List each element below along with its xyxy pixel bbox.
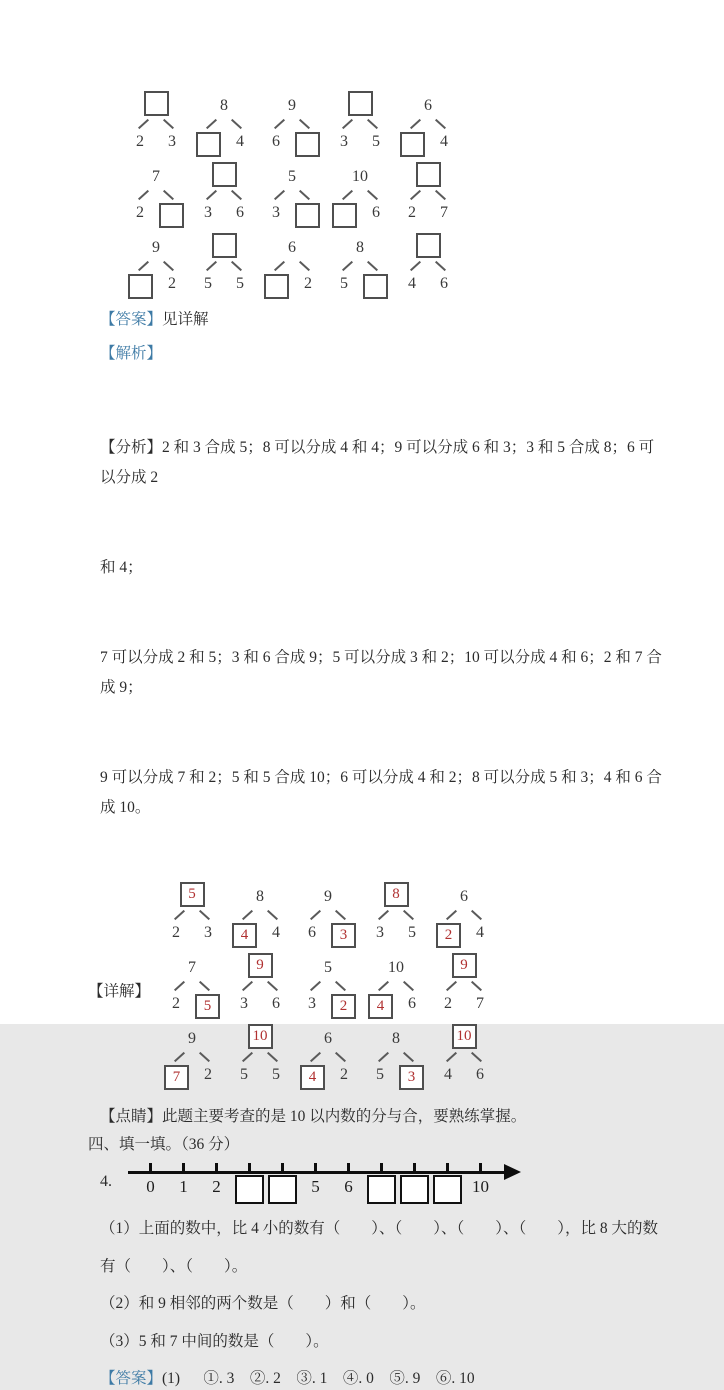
tick-mark	[479, 1163, 482, 1172]
number-label: 3	[308, 995, 316, 1012]
number-label: 7	[476, 995, 484, 1012]
tick-mark	[248, 1163, 251, 1172]
answer-box-filled: 10	[452, 1024, 477, 1049]
branch-line-icon	[435, 190, 446, 200]
answer-box-filled: 10	[248, 1024, 273, 1049]
branch-line-icon	[267, 1052, 278, 1062]
number-label: 2	[408, 204, 416, 221]
branch-line-icon	[299, 119, 310, 129]
branch-line-icon	[310, 910, 321, 920]
number-line-slot	[200, 1163, 233, 1204]
analysis-label-line	[100, 343, 664, 365]
decomposition-tree	[300, 1025, 356, 1090]
decomposition-tree	[400, 234, 456, 299]
number-label: 9	[152, 239, 160, 256]
answer-ref-line	[100, 309, 664, 331]
decomposition-tree	[196, 163, 252, 228]
answer-box-filled: 5	[180, 882, 205, 907]
branch-line-icon	[378, 1052, 389, 1062]
branch-line-icon	[335, 910, 346, 920]
fill-in-box	[367, 1175, 396, 1204]
number-label: 8	[256, 888, 264, 905]
answer-box-filled: 4	[300, 1065, 325, 1090]
decomposition-tree	[300, 883, 356, 948]
number-line-slot	[299, 1163, 332, 1204]
branch-line-icon	[163, 190, 174, 200]
number-label: 4	[272, 924, 280, 941]
branch-line-icon	[274, 261, 285, 271]
number-label: 3	[204, 204, 212, 221]
branch-line-icon	[299, 261, 310, 271]
decomposition-tree	[128, 163, 184, 228]
number-label: 2	[340, 1066, 348, 1083]
decomposition-tree	[196, 92, 252, 157]
tick-label: 6	[344, 1177, 353, 1196]
branch-line-icon	[342, 190, 353, 200]
answer-box-empty	[128, 274, 153, 299]
decomposition-tree	[436, 954, 492, 1019]
number-label: 3	[340, 133, 348, 150]
final-answer-values: (1) ①. 3 ②. 2 ③. 1 ④. 0 ⑤. 9 ⑥. 10	[162, 1370, 475, 1387]
branch-line-icon	[231, 190, 242, 200]
branch-line-icon	[138, 261, 149, 271]
number-line-slot	[134, 1163, 167, 1204]
decomposition-tree	[368, 883, 424, 948]
number-label: 6	[272, 133, 280, 150]
branch-line-icon	[446, 910, 457, 920]
number-label: 2	[172, 995, 180, 1012]
number-label: 4	[408, 275, 416, 292]
branch-line-icon	[446, 1052, 457, 1062]
number-line-slot	[332, 1163, 365, 1204]
tree-row	[164, 1025, 492, 1090]
answer-box-empty	[159, 203, 184, 228]
final-answer-line	[100, 1368, 664, 1390]
number-label: 6	[476, 1066, 484, 1083]
number-label: 5	[372, 133, 380, 150]
decomposition-tree	[436, 1025, 492, 1090]
branch-line-icon	[378, 910, 389, 920]
number-label: 6	[324, 1030, 332, 1047]
branch-line-icon	[410, 190, 421, 200]
branch-line-icon	[231, 261, 242, 271]
number-label: 6	[440, 275, 448, 292]
answer-box-empty	[196, 132, 221, 157]
answer-box-filled: 2	[436, 923, 461, 948]
answer-label: 【答案】	[100, 1370, 163, 1387]
answer-text: 见详解	[162, 311, 209, 328]
answer-box-filled: 8	[384, 882, 409, 907]
decomposition-tree	[332, 92, 388, 157]
branch-line-icon	[335, 981, 346, 991]
tree-row	[128, 163, 664, 228]
number-label: 6	[408, 995, 416, 1012]
arrow-right-icon	[504, 1164, 521, 1180]
branch-line-icon	[335, 1052, 346, 1062]
fill-in-box	[268, 1175, 297, 1204]
number-label: 10	[388, 959, 404, 976]
answer-box-empty	[416, 233, 441, 258]
number-label: 8	[392, 1030, 400, 1047]
answer-box-empty	[400, 132, 425, 157]
tick-mark	[413, 1163, 416, 1172]
branch-line-icon	[242, 910, 253, 920]
number-label: 2	[136, 204, 144, 221]
decomposition-tree	[232, 883, 288, 948]
number-line-slot	[167, 1163, 200, 1204]
number-label: 7	[188, 959, 196, 976]
branch-line-icon	[378, 981, 389, 991]
branch-line-icon	[446, 981, 457, 991]
answer-box-empty	[212, 162, 237, 187]
branch-line-icon	[206, 190, 217, 200]
tip-line: 【点睛】此题主要考查的是 10 以内数的分与合，要熟练掌握。	[100, 1108, 527, 1125]
tick-label: 5	[311, 1177, 320, 1196]
branch-line-icon	[199, 910, 210, 920]
analysis-line: 9 可以分成 7 和 2；5 和 5 合成 10；6 可以分成 4 和 2；8 可以分成 5 和 3；4 和 6 合成 10。	[100, 769, 662, 816]
tick-label: 10	[472, 1177, 489, 1196]
tick-mark	[314, 1163, 317, 1172]
analysis-label: 【解析】	[100, 345, 163, 362]
branch-line-icon	[299, 190, 310, 200]
answer-box-filled: 9	[248, 953, 273, 978]
number-label: 7	[152, 168, 160, 185]
decomposition-tree	[164, 954, 220, 1019]
decomposition-tree	[128, 92, 184, 157]
answer-box-filled: 5	[195, 994, 220, 1019]
numberline-item	[100, 1160, 664, 1210]
decomposition-tree	[300, 954, 356, 1019]
question-line: （2）和 9 相邻的两个数是（ ）和（ ）。	[100, 1295, 426, 1312]
branch-line-icon	[403, 910, 414, 920]
number-label: 6	[308, 924, 316, 941]
number-line-slots	[134, 1163, 497, 1204]
number-label: 2	[204, 1066, 212, 1083]
tick-mark	[446, 1163, 449, 1172]
branch-line-icon	[174, 981, 185, 991]
tick-mark	[149, 1163, 152, 1172]
number-label: 5	[288, 168, 296, 185]
branch-line-icon	[174, 910, 185, 920]
answer-decomposition-grid	[164, 883, 492, 1096]
answer-box-filled: 2	[331, 994, 356, 1019]
number-label: 7	[440, 204, 448, 221]
answer-box-filled: 3	[399, 1065, 424, 1090]
number-line-slot	[266, 1163, 299, 1204]
branch-line-icon	[274, 190, 285, 200]
branch-line-icon	[403, 1052, 414, 1062]
decomposition-tree	[264, 92, 320, 157]
decomposition-tree	[232, 954, 288, 1019]
number-label: 5	[272, 1066, 280, 1083]
decomposition-tree	[400, 92, 456, 157]
branch-line-icon	[267, 981, 278, 991]
number-label: 10	[352, 168, 368, 185]
number-label: 4	[440, 133, 448, 150]
section-title: 四、填一填。（36 分）	[88, 1136, 240, 1153]
number-label: 5	[408, 924, 416, 941]
branch-line-icon	[199, 1052, 210, 1062]
number-line-slot	[365, 1163, 398, 1204]
tick-mark	[182, 1163, 185, 1172]
decomposition-tree	[196, 234, 252, 299]
answer-box-empty	[416, 162, 441, 187]
answer-box-filled: 4	[232, 923, 257, 948]
tree-row	[164, 954, 492, 1019]
decomposition-tree	[164, 1025, 220, 1090]
number-label: 8	[356, 239, 364, 256]
number-label: 6	[272, 995, 280, 1012]
branch-line-icon	[163, 119, 174, 129]
decomposition-tree	[368, 954, 424, 1019]
answer-box-empty	[144, 91, 169, 116]
branch-line-icon	[267, 910, 278, 920]
branch-line-icon	[231, 119, 242, 129]
branch-line-icon	[138, 190, 149, 200]
number-label: 4	[444, 1066, 452, 1083]
number-label: 2	[168, 275, 176, 292]
tick-label: 0	[146, 1177, 155, 1196]
number-label: 5	[204, 275, 212, 292]
number-line	[128, 1160, 538, 1210]
tick-label: 2	[212, 1177, 221, 1196]
number-label: 4	[476, 924, 484, 941]
decomposition-tree	[264, 234, 320, 299]
branch-line-icon	[410, 261, 421, 271]
tick-mark	[281, 1163, 284, 1172]
analysis-paragraph	[100, 373, 664, 883]
branch-line-icon	[471, 910, 482, 920]
branch-line-icon	[471, 981, 482, 991]
number-label: 5	[376, 1066, 384, 1083]
branch-line-icon	[310, 981, 321, 991]
decomposition-tree	[368, 1025, 424, 1090]
answer-box-empty	[295, 203, 320, 228]
answer-box-filled: 4	[368, 994, 393, 1019]
number-label: 3	[240, 995, 248, 1012]
problem-decomposition-grid	[128, 92, 664, 299]
number-label: 3	[272, 204, 280, 221]
branch-line-icon	[342, 261, 353, 271]
branch-line-icon	[242, 1052, 253, 1062]
decomposition-tree	[232, 1025, 288, 1090]
number-label: 9	[288, 97, 296, 114]
question-line: 有（ ）、（ ）。	[100, 1257, 248, 1275]
tick-mark	[380, 1163, 383, 1172]
tree-row	[164, 883, 492, 948]
number-label: 8	[220, 97, 228, 114]
decomposition-tree	[128, 234, 184, 299]
analysis-line: 【分析】2 和 3 合成 5；8 可以分成 4 和 4；9 可以分成 6 和 3；3 和 5 合成 8；6 可以分成 2	[100, 439, 655, 486]
decomposition-tree	[436, 883, 492, 948]
number-label: 5	[240, 1066, 248, 1083]
tick-mark	[347, 1163, 350, 1172]
tick-label: 1	[179, 1177, 188, 1196]
number-label: 9	[188, 1030, 196, 1047]
branch-line-icon	[435, 261, 446, 271]
analysis-line: 和 4；	[100, 559, 143, 576]
number-label: 6	[236, 204, 244, 221]
answer-box-filled: 7	[164, 1065, 189, 1090]
branch-line-icon	[206, 261, 217, 271]
number-label: 2	[304, 275, 312, 292]
analysis-line: 7 可以分成 2 和 5；3 和 6 合成 9；5 可以分成 3 和 2；10 可以分成 4 和 6；2 和 7 合成 9；	[100, 649, 662, 696]
fill-in-box	[235, 1175, 264, 1204]
decomposition-tree	[332, 234, 388, 299]
question-line: （3）5 和 7 中间的数是（ ）。	[100, 1332, 329, 1350]
answer-box-empty	[363, 274, 388, 299]
number-line-slot	[398, 1163, 431, 1204]
branch-line-icon	[471, 1052, 482, 1062]
tree-row	[128, 234, 664, 299]
answer-label: 【答案】	[100, 311, 163, 328]
number-label: 3	[204, 924, 212, 941]
decomposition-tree	[400, 163, 456, 228]
branch-line-icon	[274, 119, 285, 129]
answer-box-empty	[264, 274, 289, 299]
number-label: 5	[340, 275, 348, 292]
number-label: 5	[236, 275, 244, 292]
answer-box-empty	[332, 203, 357, 228]
number-line-slot	[431, 1163, 464, 1204]
number-label: 9	[324, 888, 332, 905]
answer-box-filled: 3	[331, 923, 356, 948]
branch-line-icon	[242, 981, 253, 991]
number-label: 4	[236, 133, 244, 150]
branch-line-icon	[435, 119, 446, 129]
branch-line-icon	[410, 119, 421, 129]
number-line-slot	[233, 1163, 266, 1204]
answer-box-empty	[212, 233, 237, 258]
number-label: 6	[288, 239, 296, 256]
number-label: 6	[424, 97, 432, 114]
number-label: 5	[324, 959, 332, 976]
answer-box-empty	[348, 91, 373, 116]
answer-box-filled: 9	[452, 953, 477, 978]
answer-box-empty	[295, 132, 320, 157]
detail-label: 【详解】	[88, 982, 151, 1000]
decomposition-tree	[164, 883, 220, 948]
branch-line-icon	[367, 261, 378, 271]
branch-line-icon	[310, 1052, 321, 1062]
branch-line-icon	[367, 119, 378, 129]
number-label: 6	[460, 888, 468, 905]
branch-line-icon	[138, 119, 149, 129]
branch-line-icon	[206, 119, 217, 129]
decomposition-tree	[332, 163, 388, 228]
item-number: 4.	[100, 1173, 112, 1190]
number-label: 2	[136, 133, 144, 150]
number-label: 3	[168, 133, 176, 150]
number-line-slot	[464, 1163, 497, 1204]
fill-in-box	[400, 1175, 429, 1204]
number-label: 3	[376, 924, 384, 941]
branch-line-icon	[367, 190, 378, 200]
tree-row	[128, 92, 664, 157]
number-label: 2	[172, 924, 180, 941]
tick-mark	[215, 1163, 218, 1172]
branch-line-icon	[342, 119, 353, 129]
question-line: （1）上面的数中，比 4 小的数有（ ）、（ ）、（ ）、（ ），比 8 大的数	[100, 1220, 659, 1237]
decomposition-tree	[264, 163, 320, 228]
branch-line-icon	[199, 981, 210, 991]
branch-line-icon	[174, 1052, 185, 1062]
branch-line-icon	[163, 261, 174, 271]
number-label: 6	[372, 204, 380, 221]
fill-in-box	[433, 1175, 462, 1204]
branch-line-icon	[403, 981, 414, 991]
number-label: 2	[444, 995, 452, 1012]
detail-block	[88, 883, 664, 1096]
